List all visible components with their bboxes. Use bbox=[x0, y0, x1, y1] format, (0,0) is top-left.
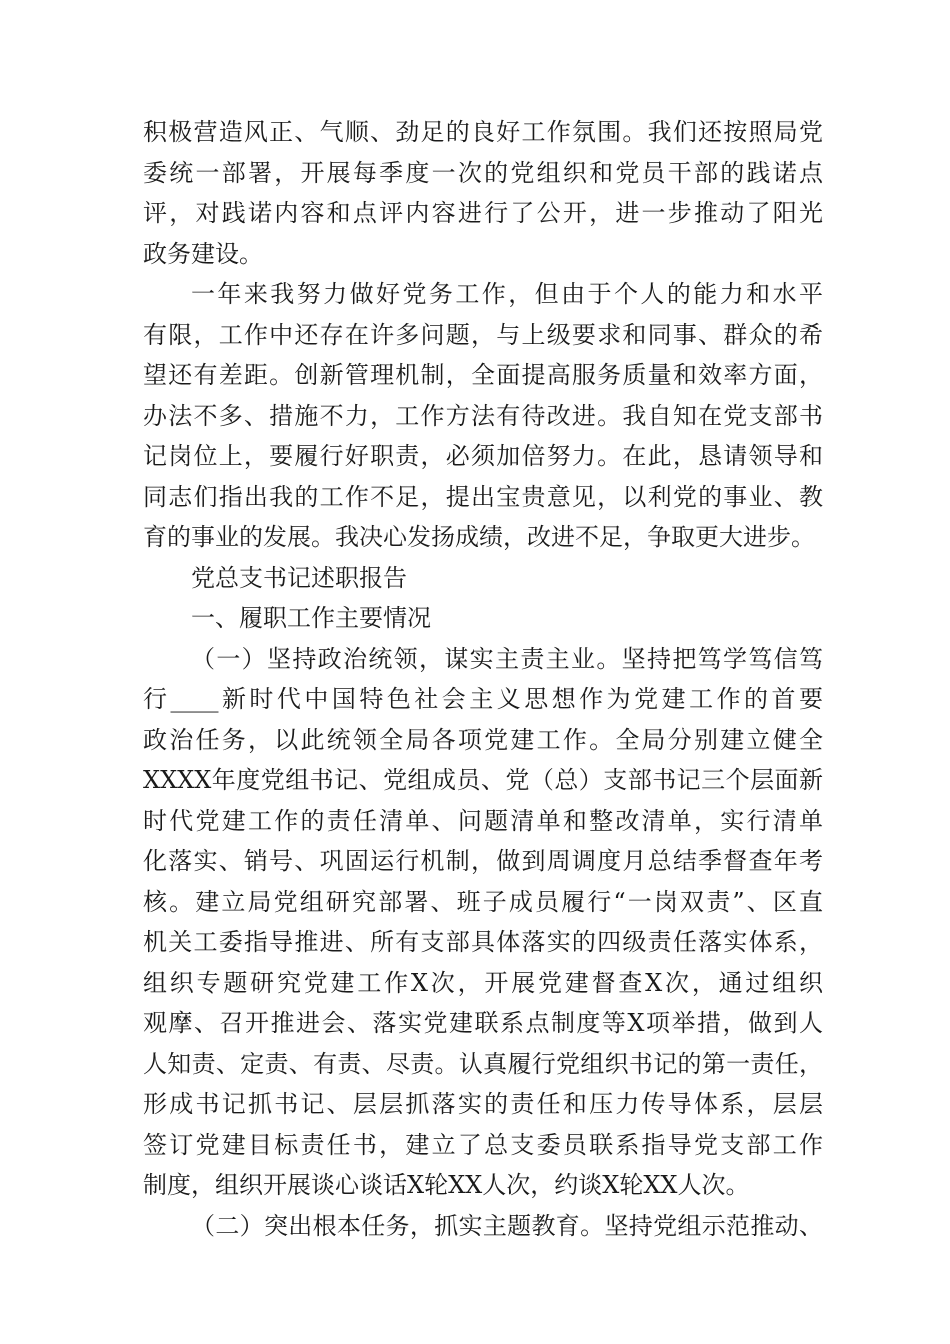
text-line: 育的事业的发展。我决心发扬成绩，改进不足，争取更大进步。 bbox=[143, 523, 815, 551]
text-line: 时代党建工作的责任清单、问题清单和整改清单，实行清单 bbox=[143, 806, 823, 835]
text-line: 评，对践诺内容和点评内容进行了公开，进一步推动了阳光 bbox=[143, 199, 823, 227]
text-line: 政务建设。 bbox=[143, 239, 263, 268]
text-line: 一年来我努力做好党务工作，但由于个人的能力和水平 bbox=[191, 280, 823, 308]
text-line: 制度，组织开展谈心谈话X轮XX人次，约谈X轮XX人次。 bbox=[143, 1171, 750, 1199]
text-line: 办法不多、措施不力，工作方法有待改进。我自知在党支部书 bbox=[143, 401, 823, 430]
text-line: 核。建立局党组研究部署、班子成员履行“一岗双责”、区直 bbox=[143, 887, 823, 916]
text-line: 积极营造风正、气顺、劲足的良好工作氛围。我们还按照局党 bbox=[143, 118, 823, 146]
text-line: 观摩、召开推进会、落实党建联系点制度等X项举措，做到人 bbox=[143, 1009, 823, 1037]
text-line: 委统一部署，开展每季度一次的党组织和党员干部的践诺点 bbox=[143, 158, 823, 187]
document-body bbox=[143, 112, 823, 1246]
text-line: 记岗位上，要履行好职责，必须加倍努力。在此，恳请领导和 bbox=[143, 442, 823, 470]
text-line: 签订党建目标责任书，建立了总支委员联系指导党支部工作 bbox=[143, 1130, 823, 1159]
text-line: 机关工委指导推进、所有支部具体落实的四级责任落实体系， bbox=[143, 928, 823, 956]
text-line: 有限，工作中还存在许多问题，与上级要求和同事、群众的希 bbox=[143, 320, 823, 349]
text-line: XXXX年度党组书记、党组成员、党（总）支部书记三个层面新 bbox=[143, 766, 823, 794]
text-line: 同志们指出我的工作不足，提出宝贵意见，以利党的事业、教 bbox=[143, 482, 823, 511]
text-line: 一、履职工作主要情况 bbox=[191, 604, 431, 632]
text-line: 党总支书记述职报告 bbox=[191, 563, 407, 592]
text-line: 望还有差距。创新管理机制，全面提高服务质量和效率方面， bbox=[143, 361, 823, 389]
text-line: 人知责、定责、有责、尽责。认真履行党组织书记的第一责任， bbox=[143, 1049, 823, 1078]
text-line: 行____新时代中国特色社会主义思想作为党建工作的首要 bbox=[143, 685, 823, 713]
text-line: （一）坚持政治统领，谋实主责主业。坚持把笃学笃信笃 bbox=[191, 644, 823, 673]
text-line: 组织专题研究党建工作X次，开展党建督查X次，通过组织 bbox=[143, 968, 823, 997]
text-line: 化落实、销号、巩固运行机制，做到周调度月总结季督查年考 bbox=[143, 847, 823, 875]
text-line: （二）突出根本任务，抓实主题教育。坚持党组示范推动、 bbox=[191, 1211, 823, 1240]
text-line: 形成书记抓书记、层层抓落实的责任和压力传导体系，层层 bbox=[143, 1090, 823, 1118]
text-line: 政治任务，以此统领全局各项党建工作。全局分别建立健全 bbox=[143, 725, 823, 754]
